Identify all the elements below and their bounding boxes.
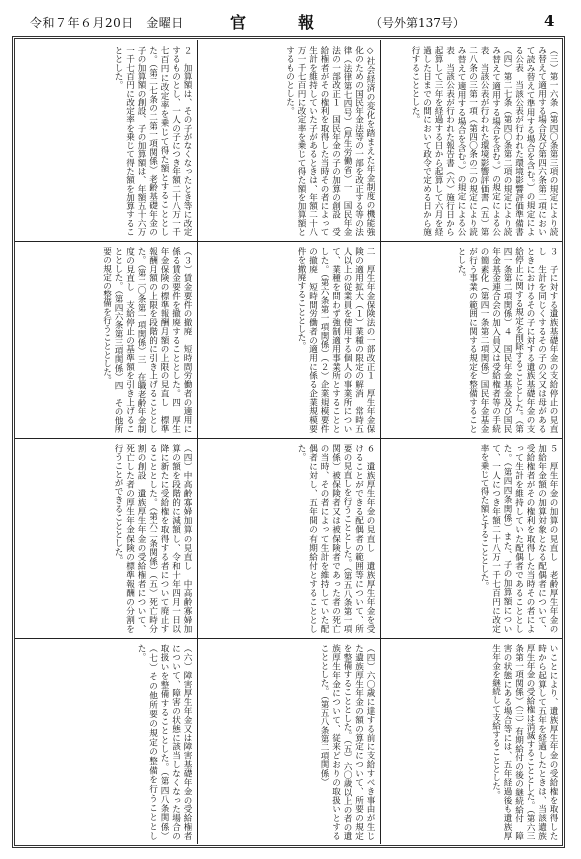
issue-number: （号外第137号）: [370, 16, 465, 30]
text-column: （三）第一六条（第四〇条第三項の規定により読み替えて適用する場合及び第四六条第二項において読み替えて準用する場合を含む。）の規定による公表 当該公表が行われた環境影響評価準備書（四）第二七条（第四〇条第二項の規定により読み替えて適用する場合を含む。）の規定による公表 当該公表が行われた環境影響評価書（五）第二八条の三第一項（第四〇条の二の規定により読み替えて適用する場合を含む。）の規定による公表 当該公表が行われた報告書（六）施行日から起算して三年を経過する日から起算して六月を経過した日までの間において政令で定める日から施行することとした。: [410, 46, 558, 236]
column-divider: [380, 639, 381, 844]
text-column: ２ 加算額は、その子がなくなったとき等に改定するものとし、一人の子につき年額二十八万一千七百円に改定率を乗じて得た額とすることとした。（第二七条の二第一項関係）老齢基礎年金の子の加算額の創設、子の加算額は、年額五十六万一千七百円に改定率を乗じて得た額を加算することとした。: [113, 46, 192, 236]
column-divider: [197, 242, 198, 438]
column-divider: [380, 242, 381, 438]
column-divider: [197, 439, 198, 638]
text-column: ５ 厚生年金の加算の見直し 老齢厚生年金の加給年金額の加算対象となる配偶者について、受給権者がその権利を取得した当時その者によって生計を維持していた配偶者であることとした。（第四四条関係）また、子の加算額について、一人につき年額二十八万一千七百円に改定率を乗じて得た額とすることとした。: [479, 444, 558, 633]
row-divider: [15, 638, 562, 639]
text-column: （四）六〇歳に達する前に支給すべき事由が生じた遺族厚生年金の額の算定について、所要の規定を整備することとした。（五）六〇歳以上の者の遺族厚生年金について、従来どおりの取扱いとすることとした。（第五八条第二項関係）: [319, 644, 375, 840]
text-column: ３ 子に対する遺族基礎年金の支給停止の見直し 生計を同じくするその子の父又は母があるときにおけるその子に対する遺族基礎年金の支給停止に関する規定を削除することとした。（第四一条第二項関係）４ 国民年金基金及び国民年金基金連合会の加入員又は受給権者等の手続の簡素化（第四一条第二項関係）国民年金基金が行う事業の範囲に関する規定を整備することとした。: [456, 247, 558, 433]
column-divider: [197, 40, 198, 241]
column-divider: [380, 439, 381, 638]
column-divider: [380, 40, 381, 241]
text-column: ◇社会経済の変化を踏まえた年金制度の機能強化のための国民年金法等の一部を改正する等の法律（法律第七四号）（厚生労働省）一 国民年金法の一部改正１ 国民年金の子の加算の創設 受給権者がその権利を取得した当時その者によって生計を維持していた子があるときは、年額二十八万一千七百円に改定率を乗じて得た額を加算額とするものとした。: [284, 46, 375, 236]
text-column: （四）中高齢寡婦加算の見直し 中高齢寡婦加算の額を段階的に減額し、令和十年四月一日以降に新たに受給権を取得する者について廃止することとした。（第六二条関係）（五）死亡時分割の創設 遺族厚生年金の受給権者について、死亡した者の厚生年金保険の標準報酬の分割を行うことができることとした。: [113, 444, 192, 633]
text-column: ６ 遺族厚生年金の見直し 遺族厚生年金を受けることができる配偶者の範囲等について、所要の見直しを行うこととした。（第五八条第一項関係）被保険者又は被保険者であった者の死亡の当時、その者によって生計を維持していた配偶者に対し、五年間の有期給付とすることとした。: [296, 444, 375, 633]
row-divider: [15, 241, 562, 242]
gazette-title: 官 報: [230, 13, 333, 32]
page-header: [0, 0, 581, 34]
text-column: （六）障害厚生年金又は障害基礎年金の受給権者について、障害の状態に該当しなくなった場合の取扱いを整備することとした。（第四八条関係）（七）その他所要の規定の整備を行うこととした。: [136, 644, 192, 840]
issue-date: 令和７年６月20日 金曜日: [30, 16, 184, 30]
column-divider: [197, 639, 198, 844]
page-number: 4: [544, 12, 555, 30]
text-column: （３）賃金要件の撤廃 短時間労働者の適用に係る賃金要件を撤廃することとした。四 厚生年金保険の標準報酬月額の上限の見直し 標準報酬月額の上限を段階的に引き上げることとした。（第二〇条第一項関係）三 在職老齢年金制度の見直し 支給停止の基準額を引き上げることとした。（第四六条第三項関係）四 その他所要の規定の整備を行うこととした。: [101, 247, 192, 433]
text-column: 二 厚生年金保険法の一部改正１ 厚生年金保険の適用拡大（１）業種の限定の解消 常時五人以上の従業員を使用する個人の事業所について、業種を問わず強制適用事業所とすることとした。（第六条第一項関係）（２）企業規模要件の撤廃 短時間労働者の適用に係る企業規模要件を撤廃することとした。: [296, 247, 375, 433]
row-divider: [15, 438, 562, 439]
text-column: いことにより、遺族厚生年金の受給権を取得した時から起算して五年を経過したときは、当該遺族厚生年金の受給権は消滅することとした。（第六三条第一項関係）（三）有期給付の後の継続給付 障害の状態にある場合等には、五年経過後も遺族厚生年金を継続して支給することとした。: [490, 644, 558, 840]
